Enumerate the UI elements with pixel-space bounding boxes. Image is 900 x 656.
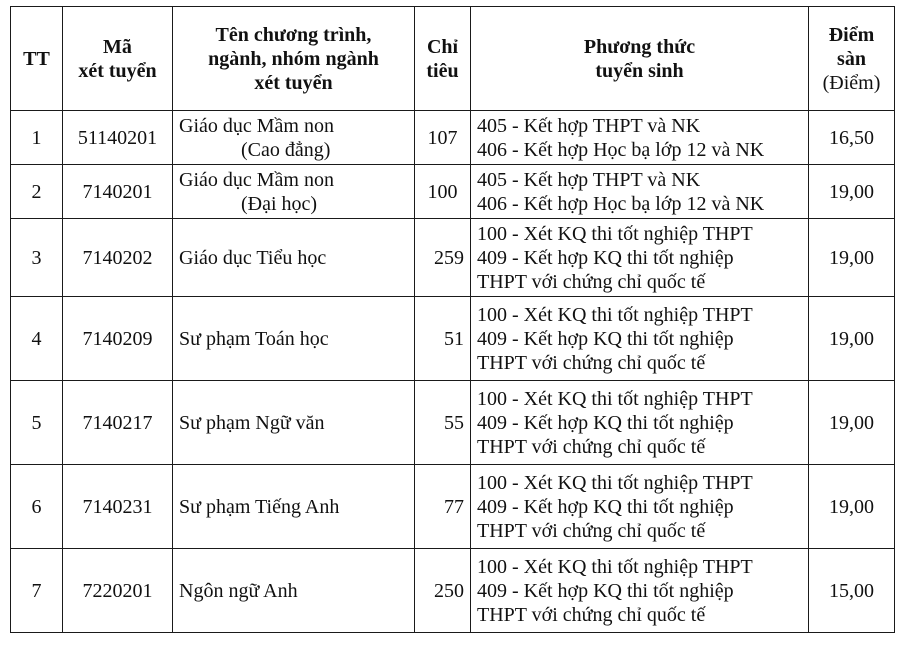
header-quota: Chỉ tiêu xyxy=(415,7,471,111)
row-tt: 2 xyxy=(11,165,63,219)
row-method: 100 - Xét KQ thi tốt nghiệp THPT 409 - Kết hợp KQ thi tốt nghiệp THPT với chứng chỉ quốc tế xyxy=(471,219,809,297)
row-score: 15,00 xyxy=(809,549,895,633)
row-quota: 259 xyxy=(415,219,471,297)
admission-table xyxy=(10,6,895,633)
table-row xyxy=(11,165,895,219)
row-quota: 100 xyxy=(415,165,471,219)
row-name: Giáo dục Tiểu học xyxy=(173,219,415,297)
row-quota: 55 xyxy=(415,381,471,465)
table-row xyxy=(11,549,895,633)
row-score: 19,00 xyxy=(809,165,895,219)
row-name: Sư phạm Ngữ văn xyxy=(173,381,415,465)
header-tt: TT xyxy=(11,7,63,111)
row-code: 7140231 xyxy=(63,465,173,549)
row-tt: 3 xyxy=(11,219,63,297)
row-method: 405 - Kết hợp THPT và NK 406 - Kết hợp Học bạ lớp 12 và NK xyxy=(471,165,809,219)
row-score: 16,50 xyxy=(809,111,895,165)
row-method: 100 - Xét KQ thi tốt nghiệp THPT 409 - Kết hợp KQ thi tốt nghiệp THPT với chứng chỉ quốc tế xyxy=(471,549,809,633)
row-code: 7220201 xyxy=(63,549,173,633)
row-name: Giáo dục Mầm non (Đại học) xyxy=(173,165,415,219)
row-quota: 51 xyxy=(415,297,471,381)
row-tt: 5 xyxy=(11,381,63,465)
row-score: 19,00 xyxy=(809,219,895,297)
row-code: 7140209 xyxy=(63,297,173,381)
row-method: 405 - Kết hợp THPT và NK 406 - Kết hợp Học bạ lớp 12 và NK xyxy=(471,111,809,165)
row-method: 100 - Xét KQ thi tốt nghiệp THPT 409 - Kết hợp KQ thi tốt nghiệp THPT với chứng chỉ quốc tế xyxy=(471,297,809,381)
table-row xyxy=(11,111,895,165)
row-method: 100 - Xét KQ thi tốt nghiệp THPT 409 - Kết hợp KQ thi tốt nghiệp THPT với chứng chỉ quốc tế xyxy=(471,381,809,465)
row-score: 19,00 xyxy=(809,381,895,465)
row-tt: 1 xyxy=(11,111,63,165)
row-name: Sư phạm Toán học xyxy=(173,297,415,381)
row-code: 7140202 xyxy=(63,219,173,297)
table-row xyxy=(11,381,895,465)
row-score: 19,00 xyxy=(809,465,895,549)
table-row xyxy=(11,465,895,549)
row-score: 19,00 xyxy=(809,297,895,381)
header-name: Tên chương trình, ngành, nhóm ngành xét tuyển xyxy=(173,7,415,111)
row-tt: 7 xyxy=(11,549,63,633)
row-tt: 6 xyxy=(11,465,63,549)
row-method: 100 - Xét KQ thi tốt nghiệp THPT 409 - Kết hợp KQ thi tốt nghiệp THPT với chứng chỉ quốc tế xyxy=(471,465,809,549)
row-tt: 4 xyxy=(11,297,63,381)
row-quota: 107 xyxy=(415,111,471,165)
row-quota: 77 xyxy=(415,465,471,549)
table-row xyxy=(11,219,895,297)
table-row xyxy=(11,297,895,381)
row-code: 51140201 xyxy=(63,111,173,165)
header-method: Phương thức tuyển sinh xyxy=(471,7,809,111)
header-code: Mã xét tuyển xyxy=(63,7,173,111)
row-code: 7140201 xyxy=(63,165,173,219)
header-score: Điểm sàn (Điểm) xyxy=(809,7,895,111)
row-name: Giáo dục Mầm non (Cao đẳng) xyxy=(173,111,415,165)
row-code: 7140217 xyxy=(63,381,173,465)
row-quota: 250 xyxy=(415,549,471,633)
header-row xyxy=(11,7,895,111)
row-name: Sư phạm Tiếng Anh xyxy=(173,465,415,549)
row-name: Ngôn ngữ Anh xyxy=(173,549,415,633)
